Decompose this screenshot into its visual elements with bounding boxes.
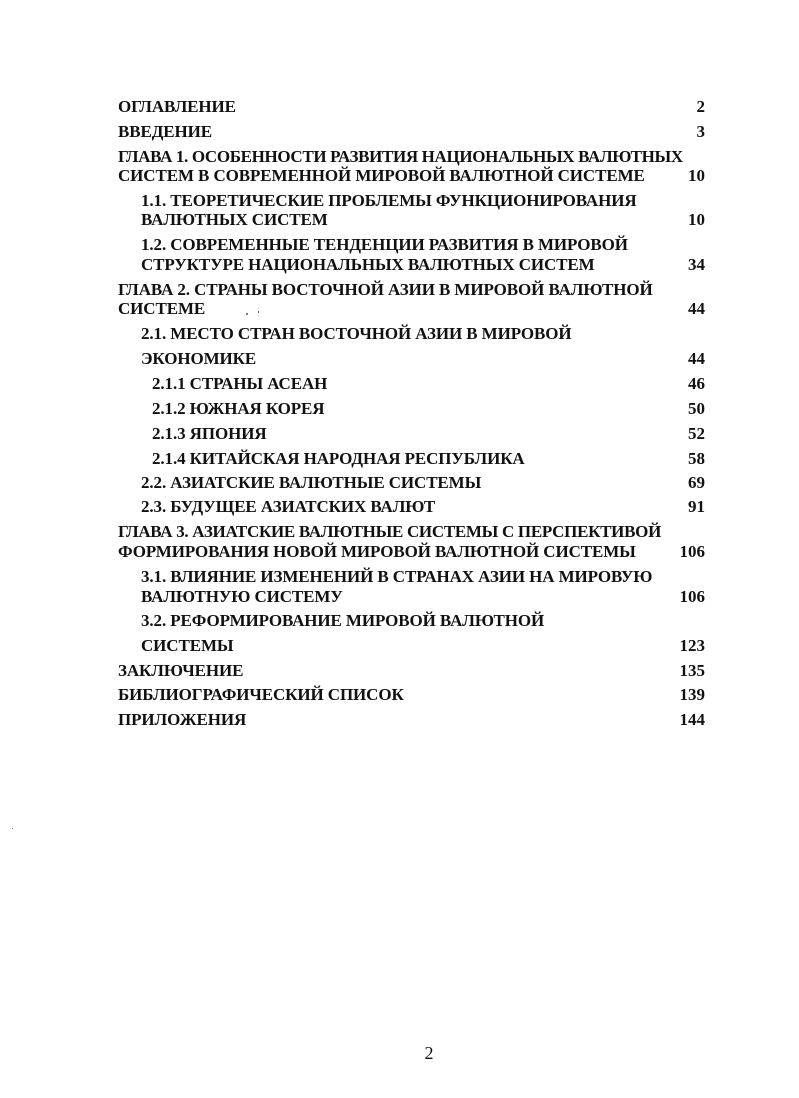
toc-entry-title: ЗАКЛЮЧЕНИЕ: [118, 661, 244, 680]
toc-page-number: 52: [688, 424, 705, 443]
toc-page-number: 44: [688, 349, 705, 368]
toc-entry-title-continued: ФОРМИРОВАНИЯ НОВОЙ МИРОВОЙ ВАЛЮТНОЙ СИСТЕМЫ: [118, 542, 636, 561]
toc-entry-title: 3.1. ВЛИЯНИЕ ИЗМЕНЕНИЙ В СТРАНАХ АЗИИ НА МИРОВУЮ: [141, 567, 653, 586]
scan-speck: [258, 311, 259, 313]
toc-page-number: 106: [679, 542, 705, 561]
scan-speck: [12, 828, 13, 829]
toc-entry-title-continued: ВАЛЮТНУЮ СИСТЕМУ: [141, 587, 343, 606]
toc-entry-title: БИБЛИОГРАФИЧЕСКИЙ СПИСОК: [118, 685, 404, 704]
toc-entry-title: 2.1. МЕСТО СТРАН ВОСТОЧНОЙ АЗИИ В МИРОВОЙ: [141, 324, 572, 343]
toc-entry-title: ГЛАВА 2. СТРАНЫ ВОСТОЧНОЙ АЗИИ В МИРОВОЙ ВАЛЮТНОЙ: [118, 280, 653, 299]
toc-entry-title-continued: ЭКОНОМИКЕ: [141, 349, 257, 368]
toc-entry-title: ОГЛАВЛЕНИЕ: [118, 97, 236, 116]
toc-entry-title: 2.1.3 ЯПОНИЯ: [152, 424, 267, 443]
toc-entry-title: 2.1.4 КИТАЙСКАЯ НАРОДНАЯ РЕСПУБЛИКА: [152, 449, 525, 468]
toc-page-number: 139: [679, 685, 705, 704]
toc-entry-title: 1.1. ТЕОРЕТИЧЕСКИЕ ПРОБЛЕМЫ ФУНКЦИОНИРОВАНИЯ: [141, 191, 637, 210]
toc-page-number: 46: [688, 374, 705, 393]
toc-entry-title: 2.1.1 СТРАНЫ АСЕАН: [152, 374, 328, 393]
toc-page-number: 10: [688, 210, 705, 229]
toc-page-number: 106: [679, 587, 705, 606]
toc-page-number: 10: [688, 166, 705, 185]
toc-page-number: 135: [679, 661, 705, 680]
toc-page-number: 3: [696, 122, 705, 141]
toc-entry-title-continued: СТРУКТУРЕ НАЦИОНАЛЬНЫХ ВАЛЮТНЫХ СИСТЕМ: [141, 255, 595, 274]
toc-page-number: 123: [679, 636, 705, 655]
toc-entry-title: ВВЕДЕНИЕ: [118, 122, 213, 141]
toc-entry-title-continued: ВАЛЮТНЫХ СИСТЕМ: [141, 210, 328, 229]
scan-speck: [246, 313, 248, 315]
page-number: 2: [424, 1043, 434, 1063]
toc-entry-title: ПРИЛОЖЕНИЯ: [118, 710, 247, 729]
toc-page-number: 144: [679, 710, 705, 729]
toc-entry-title: ГЛАВА 3. АЗИАТСКИЕ ВАЛЮТНЫЕ СИСТЕМЫ С ПЕРСПЕКТИВОЙ: [118, 522, 661, 541]
toc-entry-title-continued: СИСТЕМЕ: [118, 299, 206, 318]
toc-page-number: 58: [688, 449, 705, 468]
toc-entry-title: 2.2. АЗИАТСКИЕ ВАЛЮТНЫЕ СИСТЕМЫ: [141, 473, 482, 492]
toc-page-number: 91: [688, 497, 705, 516]
toc-entry-title: ГЛАВА 1. ОСОБЕННОСТИ РАЗВИТИЯ НАЦИОНАЛЬНЫХ ВАЛЮТНЫХ: [118, 147, 683, 166]
toc-entry-title-continued: СИСТЕМ В СОВРЕМЕННОЙ МИРОВОЙ ВАЛЮТНОЙ СИСТЕМЕ: [118, 166, 645, 185]
toc-entry-title: 1.2. СОВРЕМЕННЫЕ ТЕНДЕНЦИИ РАЗВИТИЯ В МИРОВОЙ: [141, 235, 628, 254]
toc-page-number: 69: [688, 473, 705, 492]
toc-entry-title: 2.3. БУДУЩЕЕ АЗИАТСКИХ ВАЛЮТ: [141, 497, 436, 516]
toc-entry-title: 2.1.2 ЮЖНАЯ КОРЕЯ: [152, 399, 325, 418]
toc-page-number: 44: [688, 299, 705, 318]
toc-entry-title-continued: СИСТЕМЫ: [141, 636, 234, 655]
toc-page-number: 34: [688, 255, 705, 274]
toc-page-number: 2: [696, 97, 705, 116]
toc-page-number: 50: [688, 399, 705, 418]
toc-entry-title: 3.2. РЕФОРМИРОВАНИЕ МИРОВОЙ ВАЛЮТНОЙ: [141, 611, 545, 630]
